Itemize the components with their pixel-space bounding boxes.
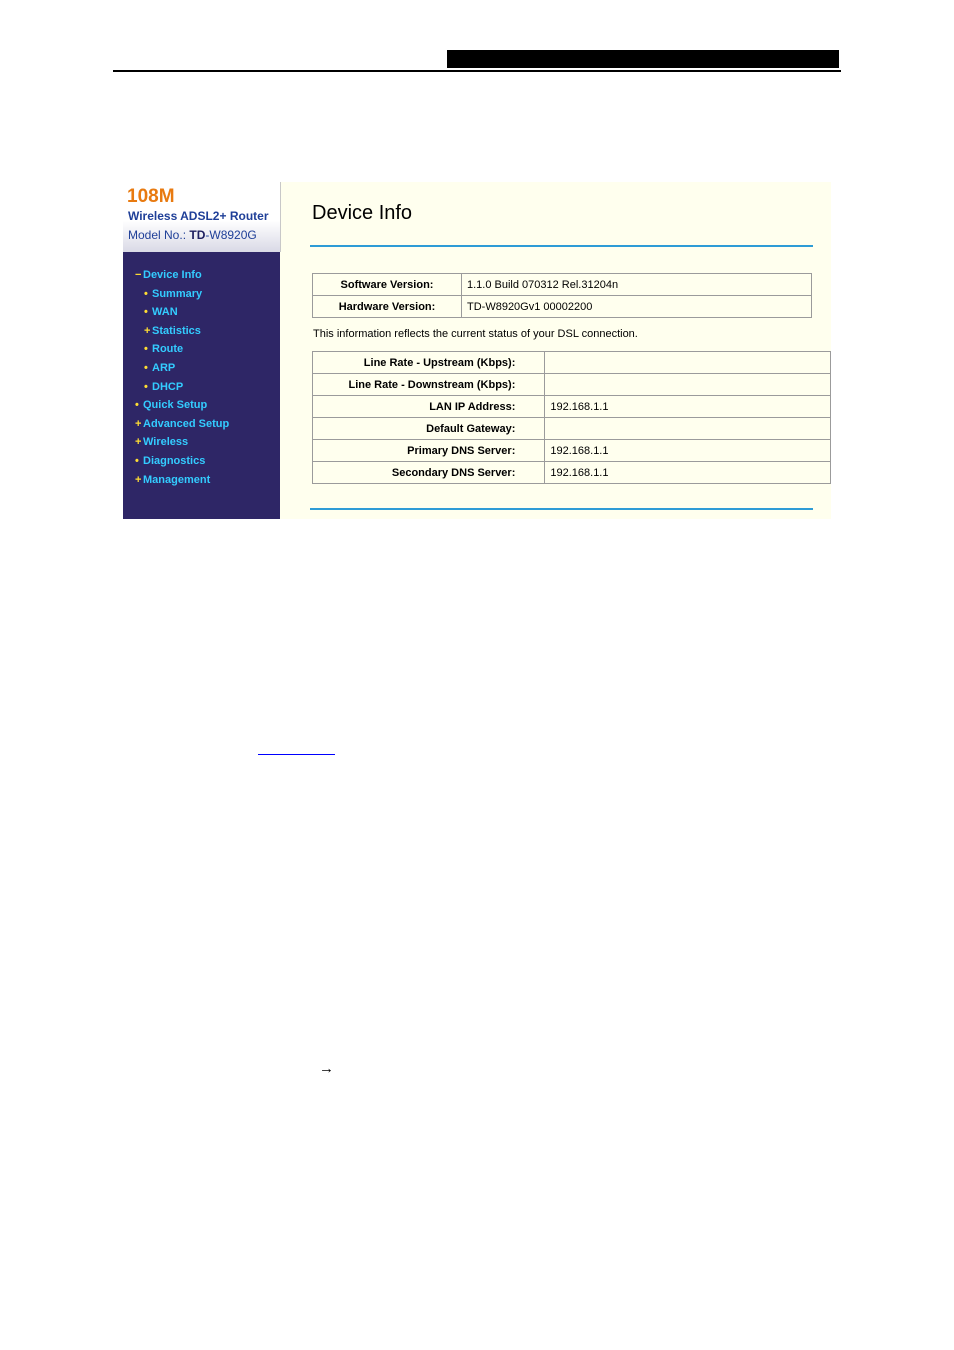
bullet-icon: • [144,380,148,393]
sidebar-item-label: Advanced Setup [143,417,230,430]
table-row [313,274,812,296]
table-row [313,462,831,484]
header-bar [447,50,839,68]
sidebar-item-dhcp[interactable] [144,381,183,393]
hyperlink-underline[interactable] [258,754,335,755]
sidebar-item-arp[interactable] [144,362,175,374]
sidebar-item-summary[interactable] [144,288,202,300]
table-value: TD-W8920Gv1 00002200 [462,296,812,318]
table-value: 192.168.1.1 [545,440,831,462]
table-label: Secondary DNS Server: [313,462,545,484]
arrow-right-icon: → [319,1060,334,1077]
table-label: Line Rate - Downstream (Kbps): [313,374,545,396]
sidebar-item-label: Management [143,473,211,486]
sidebar-item-label: Statistics [152,324,201,337]
header-rule [113,70,841,72]
sidebar-item-diagnostics[interactable] [135,455,205,467]
sidebar-item-wireless[interactable] [135,436,188,448]
table-label: Primary DNS Server: [313,440,545,462]
sidebar-item-label: ARP [152,362,176,374]
sidebar-item-label: DHCP [152,380,184,393]
table-value [545,352,831,374]
brand-product: Wireless ADSL2+ Router [128,209,269,223]
sidebar-item-device-info[interactable] [135,269,202,281]
router-screenshot [123,182,831,519]
sidebar-item-label: Wireless [143,436,189,449]
table-row [313,374,831,396]
sidebar-item-route[interactable] [144,343,183,355]
table-row [313,396,831,418]
sidebar-item-statistics[interactable] [144,325,201,337]
brand-speed: 108M [127,186,175,207]
expand-icon: + [135,473,142,486]
collapse-icon: − [135,269,142,281]
model-label: Model No.: [128,228,187,242]
table-row [313,418,831,440]
title-divider [310,245,813,247]
page-title: Device Info [312,202,413,224]
status-table [312,351,831,484]
sidebar-nav [123,252,280,519]
table-value: 1.1.0 Build 070312 Rel.31204n [462,274,812,296]
table-label: Default Gateway: [313,418,545,440]
bullet-icon: • [144,362,148,374]
expand-icon: + [144,324,151,337]
sidebar-item-label: Device Info [143,269,202,281]
table-row [313,440,831,462]
bottom-divider [310,508,813,510]
brand-model [128,228,257,242]
table-value: 192.168.1.1 [545,462,831,484]
table-label: Software Version: [313,274,462,296]
table-row [313,296,812,318]
bullet-icon: • [144,287,148,300]
bullet-icon: • [144,306,148,319]
expand-icon: + [135,417,142,430]
version-table [312,273,812,318]
table-value [545,418,831,440]
sidebar-item-wan[interactable] [144,306,178,318]
model-prefix: TD [189,228,206,242]
table-row [313,352,831,374]
table-value: 192.168.1.1 [545,396,831,418]
main-panel [280,182,831,519]
brand-logo [123,182,281,252]
table-value [545,374,831,396]
bullet-icon: • [144,343,148,356]
sidebar-item-label: Route [152,343,184,356]
model-suffix: -W8920G [205,228,257,242]
sidebar-item-label: Quick Setup [143,399,208,412]
status-note: This information reflects the current status of your DSL connection. [313,328,638,340]
bullet-icon: • [135,399,139,412]
table-label: Line Rate - Upstream (Kbps): [313,352,545,374]
sidebar-item-quick-setup[interactable] [135,399,207,411]
sidebar-item-label: Summary [152,287,203,300]
expand-icon: + [135,436,142,449]
sidebar-item-label: WAN [152,306,178,319]
sidebar-item-advanced-setup[interactable] [135,418,229,430]
sidebar-item-management[interactable] [135,474,210,486]
table-label: Hardware Version: [313,296,462,318]
table-label: LAN IP Address: [313,396,545,418]
bullet-icon: • [135,455,139,467]
sidebar-item-label: Diagnostics [143,455,206,467]
